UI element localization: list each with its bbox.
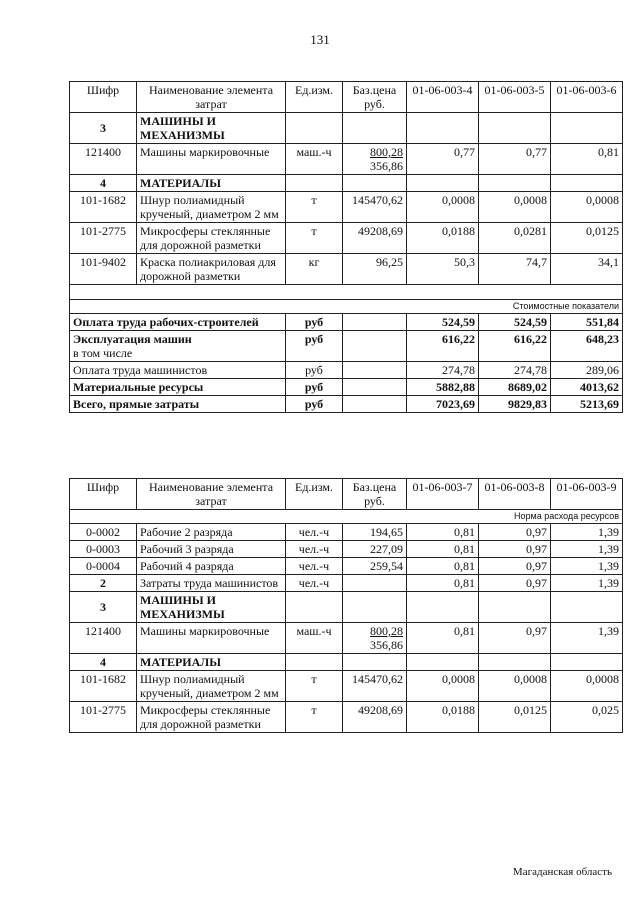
row-code: 101-2775 (70, 223, 137, 254)
cost-name: Оплата труда машинистов (70, 362, 286, 379)
header-col-1: 01-06-003-7 (407, 479, 479, 510)
section-code: 4 (70, 175, 137, 192)
row-unit: т (286, 671, 343, 702)
price-value: 800,28 (370, 624, 403, 638)
cost-value-2: 9829,83 (479, 396, 551, 413)
row-value-3: 1,39 (551, 541, 623, 558)
cost-name: Всего, прямые затраты (70, 396, 286, 413)
table-row (70, 671, 623, 702)
row-unit: т (286, 223, 343, 254)
row-value-2: 0,97 (479, 541, 551, 558)
row-value-1: 0,81 (407, 575, 479, 592)
row-price: 259,54 (343, 558, 407, 575)
header-col-2: 01-06-003-5 (479, 82, 551, 113)
header-unit: Ед.изм. (286, 82, 343, 113)
cost-caption: Стоимостные показатели (70, 300, 623, 314)
row-price: 49208,69 (343, 223, 407, 254)
section-row (70, 592, 623, 623)
footer-region: Магаданская область (512, 866, 612, 878)
caption-row (70, 510, 623, 524)
row-unit: т (286, 702, 343, 733)
row-name: Шнур полиамидный крученый, диаметром 2 мм (137, 192, 286, 223)
cost-row (70, 314, 623, 331)
row-code: 121400 (70, 623, 137, 654)
cost-name-cell (70, 331, 286, 362)
cost-value-1: 524,59 (407, 314, 479, 331)
table-row (70, 223, 623, 254)
table-row (70, 623, 623, 654)
cost-value-1: 7023,69 (407, 396, 479, 413)
row-value-3: 0,0008 (551, 192, 623, 223)
row-value-2: 0,0008 (479, 671, 551, 702)
row-name: Рабочий 4 разряда (137, 558, 286, 575)
header-name: Наименование элемента затрат (137, 479, 286, 510)
cost-unit: руб (286, 396, 343, 413)
row-value-3: 1,39 (551, 524, 623, 541)
row-unit: чел.-ч (286, 541, 343, 558)
row-unit: чел.-ч (286, 575, 343, 592)
cost-value-3: 289,06 (551, 362, 623, 379)
row-value-2: 0,97 (479, 524, 551, 541)
cost-value-2: 8689,02 (479, 379, 551, 396)
row-value-1: 0,81 (407, 541, 479, 558)
table-row (70, 192, 623, 223)
section-row (70, 113, 623, 144)
row-value-3: 0,025 (551, 702, 623, 733)
row-unit: кг (286, 254, 343, 285)
cost-unit: руб (286, 331, 343, 362)
row-value-3: 0,0008 (551, 671, 623, 702)
row-name: Машины маркировочные (137, 144, 286, 175)
row-name: Затраты труда машинистов (137, 575, 286, 592)
price-value: 800,28 (370, 145, 403, 159)
row-value-2: 0,0281 (479, 223, 551, 254)
row-unit: чел.-ч (286, 524, 343, 541)
row-value-1: 0,81 (407, 558, 479, 575)
row-value-1: 0,81 (407, 623, 479, 654)
row-code: 0-0002 (70, 524, 137, 541)
cost-unit: руб (286, 362, 343, 379)
row-code: 2 (70, 575, 137, 592)
section-title: МАТЕРИАЛЫ (137, 654, 286, 671)
row-value-2: 74,7 (479, 254, 551, 285)
cost-name: Материальные ресурсы (70, 379, 286, 396)
table-header-row (70, 479, 623, 510)
row-value-2: 0,0125 (479, 702, 551, 733)
row-code: 101-9402 (70, 254, 137, 285)
cost-name-2: в том числе (73, 346, 133, 360)
header-price: Баз.цена руб. (343, 82, 407, 113)
row-price: 145470,62 (343, 192, 407, 223)
row-value-1: 0,0188 (407, 702, 479, 733)
row-value-1: 0,81 (407, 524, 479, 541)
section-row (70, 175, 623, 192)
cost-name: Оплата труда рабочих-строителей (70, 314, 286, 331)
cost-row (70, 379, 623, 396)
row-code: 0-0004 (70, 558, 137, 575)
cost-value-3: 5213,69 (551, 396, 623, 413)
row-value-3: 0,0125 (551, 223, 623, 254)
table-row (70, 254, 623, 285)
section-title: МАТЕРИАЛЫ (137, 175, 286, 192)
section-code: 4 (70, 654, 137, 671)
section-code: 3 (70, 113, 137, 144)
header-code: Шифр (70, 82, 137, 113)
row-unit: чел.-ч (286, 558, 343, 575)
norm-caption: Норма расхода ресурсов (70, 510, 623, 524)
header-col-3: 01-06-003-6 (551, 82, 623, 113)
cost-value-3: 648,23 (551, 331, 623, 362)
header-col-3: 01-06-003-9 (551, 479, 623, 510)
cost-value-1: 274,78 (407, 362, 479, 379)
row-name: Машины маркировочные (137, 623, 286, 654)
row-code: 101-1682 (70, 192, 137, 223)
table-row (70, 558, 623, 575)
row-value-3: 34,1 (551, 254, 623, 285)
spacer-row (70, 285, 623, 300)
row-unit: маш.-ч (286, 144, 343, 175)
row-value-3: 1,39 (551, 623, 623, 654)
row-price: 194,65 (343, 524, 407, 541)
table-row (70, 144, 623, 175)
header-col-2: 01-06-003-8 (479, 479, 551, 510)
row-value-1: 0,0188 (407, 223, 479, 254)
cost-unit: руб (286, 314, 343, 331)
section-title: МАШИНЫ И МЕХАНИЗМЫ (137, 113, 286, 144)
cost-value-2: 616,22 (479, 331, 551, 362)
cost-value-2: 524,59 (479, 314, 551, 331)
table-row (70, 541, 623, 558)
cost-unit: руб (286, 379, 343, 396)
caption-row (70, 300, 623, 314)
cost-value-2: 274,78 (479, 362, 551, 379)
row-value-2: 0,97 (479, 575, 551, 592)
row-value-1: 0,0008 (407, 671, 479, 702)
row-unit: т (286, 192, 343, 223)
section-row (70, 654, 623, 671)
header-col-1: 01-06-003-4 (407, 82, 479, 113)
table-row (70, 575, 623, 592)
row-value-3: 1,39 (551, 575, 623, 592)
resource-table-2 (69, 478, 623, 733)
row-price: 227,09 (343, 541, 407, 558)
header-code: Шифр (70, 479, 137, 510)
row-value-2: 0,0008 (479, 192, 551, 223)
row-price: 145470,62 (343, 671, 407, 702)
row-value-1: 0,77 (407, 144, 479, 175)
row-value-2: 0,97 (479, 558, 551, 575)
row-name: Шнур полиамидный крученый, диаметром 2 мм (137, 671, 286, 702)
cost-row (70, 331, 623, 362)
row-price (343, 623, 407, 654)
row-name: Рабочие 2 разряда (137, 524, 286, 541)
section-title: МАШИНЫ И МЕХАНИЗМЫ (137, 592, 286, 623)
row-code: 101-1682 (70, 671, 137, 702)
row-name: Рабочий 3 разряда (137, 541, 286, 558)
cost-row (70, 362, 623, 379)
row-code: 101-2775 (70, 702, 137, 733)
row-value-1: 0,0008 (407, 192, 479, 223)
row-value-1: 50,3 (407, 254, 479, 285)
row-name: Краска полиакриловая для дорожной разметки (137, 254, 286, 285)
cost-name: Эксплуатация машин (73, 332, 192, 346)
row-value-2: 0,77 (479, 144, 551, 175)
row-value-2: 0,97 (479, 623, 551, 654)
price-value-2: 356,86 (370, 159, 403, 173)
header-unit: Ед.изм. (286, 479, 343, 510)
row-price (343, 144, 407, 175)
header-price: Баз.цена руб. (343, 479, 407, 510)
row-code: 121400 (70, 144, 137, 175)
cost-value-1: 5882,88 (407, 379, 479, 396)
cost-value-1: 616,22 (407, 331, 479, 362)
cost-row (70, 396, 623, 413)
price-value-2: 356,86 (370, 638, 403, 652)
row-code: 0-0003 (70, 541, 137, 558)
row-name: Микросферы стеклянные для дорожной разметки (137, 223, 286, 254)
page-number: 131 (310, 32, 330, 47)
cost-value-3: 4013,62 (551, 379, 623, 396)
row-value-3: 1,39 (551, 558, 623, 575)
table-row (70, 524, 623, 541)
row-value-3: 0,81 (551, 144, 623, 175)
row-price: 49208,69 (343, 702, 407, 733)
table-row (70, 702, 623, 733)
resource-table-1 (69, 81, 623, 413)
row-unit: маш.-ч (286, 623, 343, 654)
row-price: 96,25 (343, 254, 407, 285)
table-header-row (70, 82, 623, 113)
row-name: Микросферы стеклянные для дорожной разметки (137, 702, 286, 733)
section-code: 3 (70, 592, 137, 623)
cost-value-3: 551,84 (551, 314, 623, 331)
header-name: Наименование элемента затрат (137, 82, 286, 113)
